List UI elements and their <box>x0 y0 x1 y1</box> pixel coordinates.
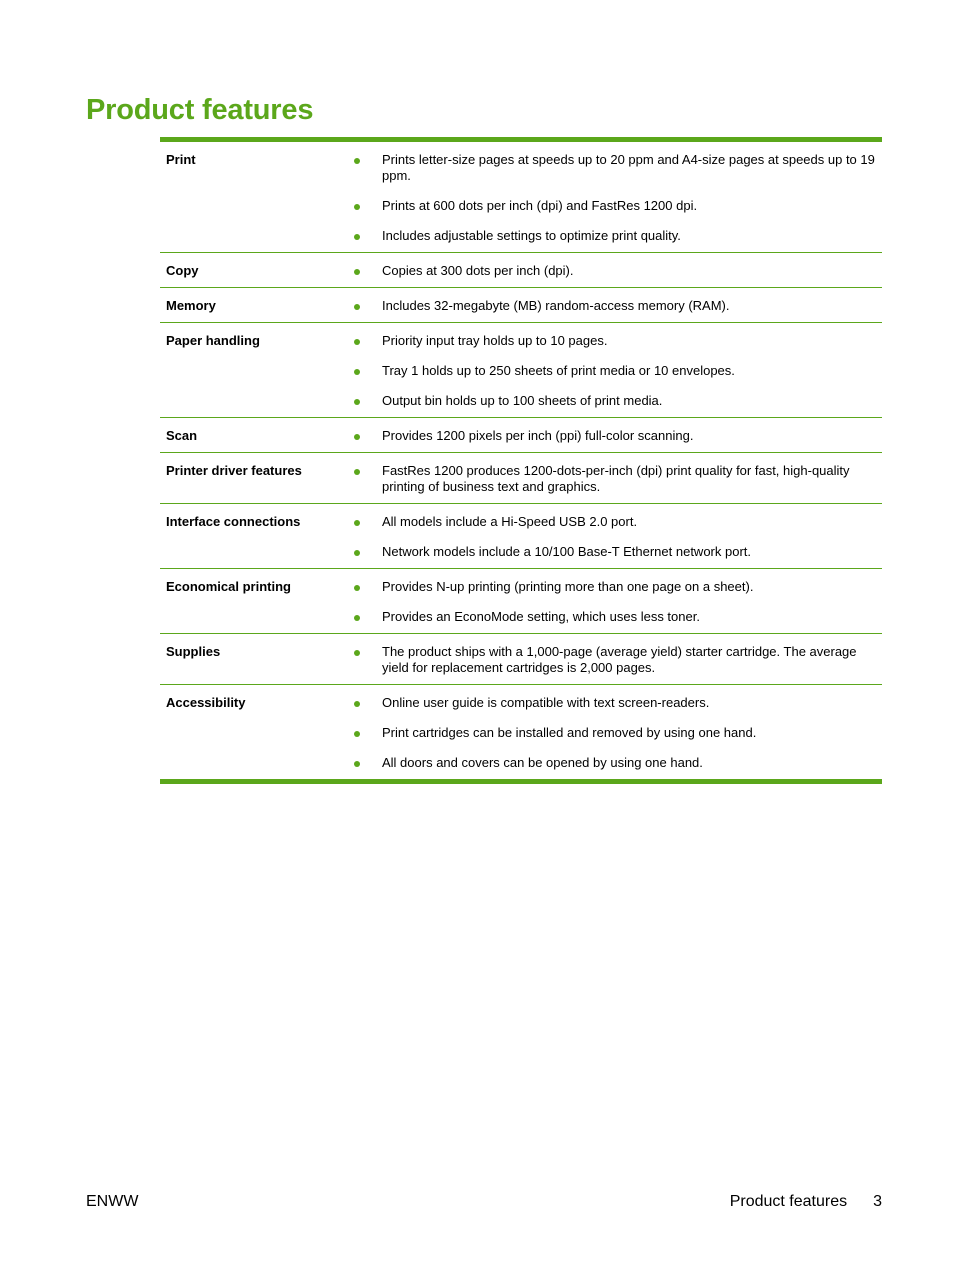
feature-bullet-list <box>346 459 882 497</box>
feature-name: Supplies <box>166 644 221 659</box>
bullet-item <box>346 329 882 359</box>
bullet-dot-icon <box>346 428 382 444</box>
bullet-dot-icon <box>346 463 382 495</box>
bullet-item <box>346 640 882 678</box>
footer-right <box>730 1192 882 1212</box>
bullet-dot-icon <box>346 725 382 741</box>
bullet-text: Provides N-up printing (printing more than one page on a sheet). <box>382 579 754 594</box>
page-title: Product features <box>86 94 314 126</box>
bullet-text: Priority input tray holds up to 10 pages. <box>382 333 608 348</box>
bullet-item <box>346 691 882 721</box>
bullet-item <box>346 148 882 194</box>
bullet-item <box>346 259 882 281</box>
bullet-item <box>346 359 882 389</box>
feature-row <box>160 685 882 779</box>
bullet-item <box>346 751 882 773</box>
feature-bullet-list <box>346 259 882 281</box>
bullet-dot-icon <box>346 544 382 560</box>
bullet-text: FastRes 1200 produces 1200-dots-per-inch (dpi) print quality for fast, high-quality printing of business text and graphics. <box>382 463 850 494</box>
bullet-dot-icon <box>346 363 382 379</box>
bullet-item <box>346 459 882 497</box>
bullet-item <box>346 605 882 627</box>
bullet-dot-icon <box>346 298 382 314</box>
bullet-text: Print cartridges can be installed and removed by using one hand. <box>382 725 757 740</box>
feature-name: Print <box>166 152 196 167</box>
bullet-text: Prints at 600 dots per inch (dpi) and FastRes 1200 dpi. <box>382 198 698 213</box>
bullet-dot-icon <box>346 263 382 279</box>
bullet-item <box>346 389 882 411</box>
bullet-text: The product ships with a 1,000-page (average yield) starter cartridge. The average yield for replacement cartridges is 2,000 pages. <box>382 644 857 675</box>
feature-name: Paper handling <box>166 333 260 348</box>
feature-row <box>160 569 882 634</box>
feature-name: Printer driver features <box>166 463 302 478</box>
feature-name: Accessibility <box>166 695 246 710</box>
bullet-text: All models include a Hi-Speed USB 2.0 port. <box>382 514 638 529</box>
bullet-dot-icon <box>346 198 382 214</box>
feature-row <box>160 253 882 288</box>
bullet-item <box>346 540 882 562</box>
bullet-dot-icon <box>346 755 382 771</box>
bullet-dot-icon <box>346 695 382 711</box>
feature-row <box>160 453 882 504</box>
bullet-dot-icon <box>346 514 382 530</box>
feature-bullet-list <box>346 575 882 627</box>
bullet-dot-icon <box>346 393 382 409</box>
bullet-text: Prints letter-size pages at speeds up to 20 ppm and A4-size pages at speeds up to 19 ppm. <box>382 152 875 183</box>
bullet-dot-icon <box>346 228 382 244</box>
bullet-item <box>346 510 882 540</box>
bullet-dot-icon <box>346 644 382 676</box>
feature-row <box>160 142 882 253</box>
bullet-text: Includes 32-megabyte (MB) random-access memory (RAM). <box>382 298 730 313</box>
footer-left: ENWW <box>86 1193 139 1210</box>
bullet-text: Tray 1 holds up to 250 sheets of print media or 10 envelopes. <box>382 363 735 378</box>
feature-bullet-list <box>346 640 882 678</box>
bullet-text: Includes adjustable settings to optimize print quality. <box>382 228 681 243</box>
bullet-item <box>346 721 882 751</box>
feature-row <box>160 504 882 569</box>
bullet-text: Output bin holds up to 100 sheets of print media. <box>382 393 663 408</box>
bullet-item <box>346 575 882 605</box>
feature-name: Interface connections <box>166 514 301 529</box>
bullet-text: Network models include a 10/100 Base-T Ethernet network port. <box>382 544 752 559</box>
feature-row <box>160 634 882 685</box>
feature-name: Scan <box>166 428 198 443</box>
features-table <box>160 137 882 784</box>
feature-bullet-list <box>346 148 882 246</box>
bullet-dot-icon <box>346 333 382 349</box>
bullet-text: Copies at 300 dots per inch (dpi). <box>382 263 574 278</box>
feature-bullet-list <box>346 294 882 316</box>
feature-name: Memory <box>166 298 216 313</box>
feature-row <box>160 418 882 453</box>
bullet-dot-icon <box>346 152 382 184</box>
feature-row <box>160 323 882 418</box>
feature-row <box>160 288 882 323</box>
feature-name: Copy <box>166 263 199 278</box>
feature-bullet-list <box>346 424 882 446</box>
footer-section: Product features <box>729 1193 848 1210</box>
bullet-text: Online user guide is compatible with text screen-readers. <box>382 695 710 710</box>
feature-bullet-list <box>346 329 882 411</box>
bullet-item <box>346 424 882 446</box>
feature-bullet-list <box>346 510 882 562</box>
feature-name: Economical printing <box>166 579 291 594</box>
bullet-item <box>346 224 882 246</box>
bullet-text: Provides an EconoMode setting, which uses less toner. <box>382 609 700 624</box>
bullet-item <box>346 294 882 316</box>
bullet-text: Provides 1200 pixels per inch (ppi) full-color scanning. <box>382 428 694 443</box>
bullet-dot-icon <box>346 609 382 625</box>
page-number: 3 <box>873 1193 882 1210</box>
bullet-text: All doors and covers can be opened by using one hand. <box>382 755 703 770</box>
bullet-item <box>346 194 882 224</box>
feature-bullet-list <box>346 691 882 773</box>
bullet-dot-icon <box>346 579 382 595</box>
